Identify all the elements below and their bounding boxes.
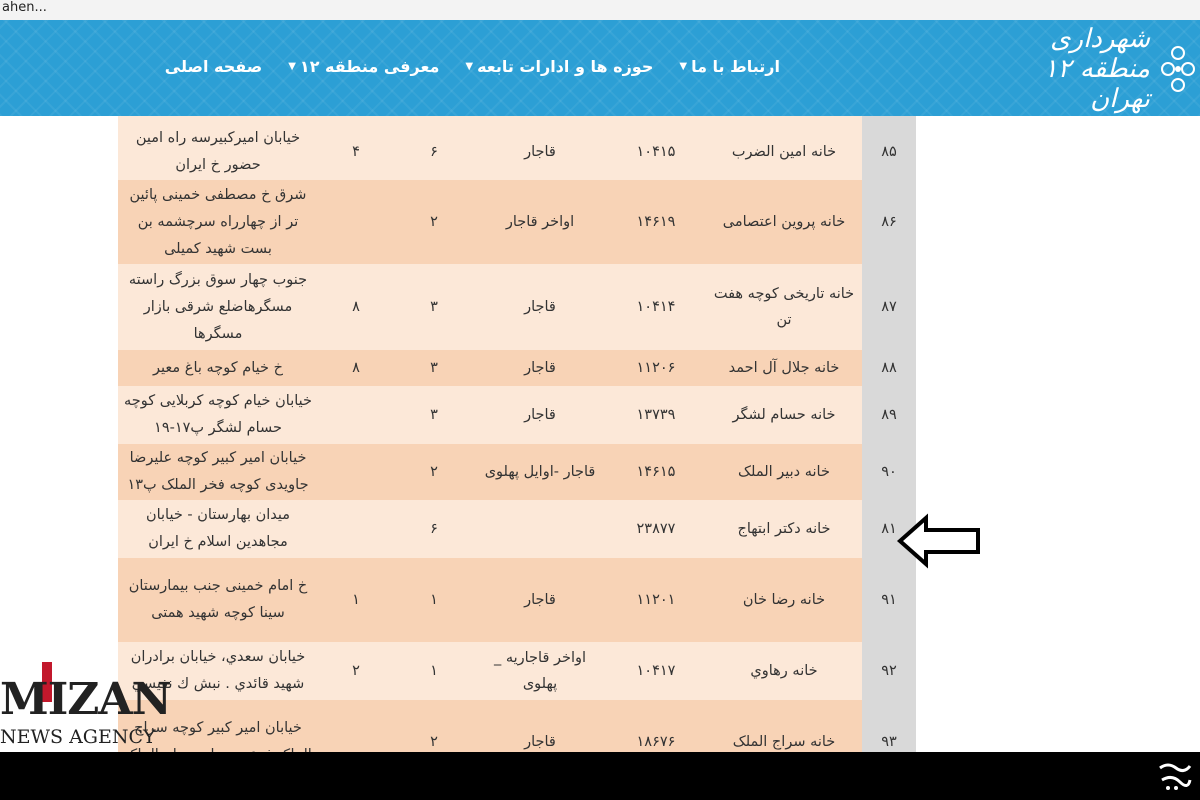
district: ۲ <box>394 444 474 500</box>
house-name: خانه پروین اعتصامی <box>706 180 862 264</box>
district: ۳ <box>394 386 474 444</box>
era: قاجار <box>474 558 606 642</box>
browser-tab-title[interactable]: ahen... <box>2 0 47 15</box>
house-name: خانه تاریخی کوچه هفت تن <box>706 264 862 350</box>
era: اواخر قاجار <box>474 180 606 264</box>
era: قاجار <box>474 124 606 180</box>
registration-number: ۱۱۲۰۱ <box>606 558 706 642</box>
registration-number: ۱۳۷۳۹ <box>606 386 706 444</box>
row-number: ۸۱ <box>862 500 916 558</box>
browser-tab-strip <box>0 0 1200 21</box>
table-row <box>118 444 916 500</box>
address: میدان بهارستان - خیابان مجاهدین اسلام خ ایران <box>118 500 318 558</box>
table-row <box>118 264 916 350</box>
watermark-title: MIZAN <box>0 674 171 725</box>
municipality-emblem-icon <box>1156 39 1200 99</box>
row-number: ۹۱ <box>862 558 916 642</box>
zone <box>318 444 394 500</box>
district: ۳ <box>394 264 474 350</box>
district: ۶ <box>394 124 474 180</box>
heritage-houses-table <box>118 116 916 784</box>
row-number: ۸۵ <box>862 124 916 180</box>
agency-logo-icon <box>1154 758 1194 794</box>
district: ۳ <box>394 350 474 386</box>
menu-home[interactable] <box>165 54 262 80</box>
menu-departments[interactable] <box>465 54 653 80</box>
era: قاجار <box>474 264 606 350</box>
address: خ امام خمینی جنب بیمارستان سینا کوچه شهید همتی <box>118 558 318 642</box>
era: قاجار -اوایل پهلوی <box>474 444 606 500</box>
zone <box>318 180 394 264</box>
district: ۱ <box>394 642 474 700</box>
site-logo[interactable] <box>985 26 1200 112</box>
registration-number: ۱۸۶۷۶ <box>606 700 706 784</box>
zone <box>318 500 394 558</box>
address: خ خیام کوچه باغ معیر <box>118 350 318 386</box>
house-name: خانه سراج الملک <box>706 700 862 784</box>
menu-departments-label: حوزه ها و ادارات تابعه <box>477 57 654 76</box>
logo-text: شهرداری منطقه ۱۲ تهران <box>1043 24 1150 114</box>
table-row-cut-off <box>118 116 916 124</box>
menu-about-district[interactable] <box>288 54 439 80</box>
address: شرق خ مصطفی خمینی پائین تر از چهارراه سرچشمه بن بست شهید کمیلی <box>118 180 318 264</box>
heritage-table-container <box>118 116 916 752</box>
row-number: ۹۳ <box>862 700 916 784</box>
table-row <box>118 350 916 386</box>
address: جنوب چهار سوق بزرگ راسته مسگرهاضلع شرقی بازار مسگرها <box>118 264 318 350</box>
row-number: ۹۲ <box>862 642 916 700</box>
table-row <box>118 558 916 642</box>
chevron-down-icon: ▼ <box>465 61 474 72</box>
site-header <box>0 20 1200 116</box>
registration-number: ۱۰۴۱۴ <box>606 264 706 350</box>
address: خیابان امیر کبیر کوچه سراج <box>118 700 318 784</box>
era: اواخر قاجاریه _ پهلوی <box>474 642 606 700</box>
house-name: خانه امین الضرب <box>706 124 862 180</box>
watermark-subtitle: NEWS AGENCY <box>0 726 156 748</box>
house-name: خانه رضا خان <box>706 558 862 642</box>
district: ۶ <box>394 500 474 558</box>
main-menu <box>165 54 780 80</box>
registration-number: ۱۴۶۱۹ <box>606 180 706 264</box>
registration-number: ۲۳۸۷۷ <box>606 500 706 558</box>
chevron-down-icon: ▼ <box>288 61 296 72</box>
era: قاجار <box>474 700 606 784</box>
zone: ۸ <box>318 264 394 350</box>
row-number: ۸۶ <box>862 180 916 264</box>
chevron-down-icon: ▼ <box>679 61 688 72</box>
table-row <box>118 642 916 700</box>
zone: ۱ <box>318 558 394 642</box>
zone: ۸ <box>318 350 394 386</box>
district: ۲ <box>394 180 474 264</box>
mizan-watermark <box>0 656 171 756</box>
era <box>474 500 606 558</box>
table-row <box>118 386 916 444</box>
address: خیابان خیام کوچه کربلایی کوچه حسام لشگر پ۱۷-۱۹ <box>118 386 318 444</box>
house-name: خانه دبیر الملک <box>706 444 862 500</box>
row-number: ۸۹ <box>862 386 916 444</box>
registration-number: ۱۱۲۰۶ <box>606 350 706 386</box>
house-name: خانه رهاوي <box>706 642 862 700</box>
bottom-black-bar <box>0 752 1200 800</box>
address: خیابان امیر کبیر کوچه علیرضا جاویدی کوچه فخر الملک پ۱۳ <box>118 444 318 500</box>
registration-number: ۱۰۴۱۷ <box>606 642 706 700</box>
house-name: خانه دکتر ابتهاج <box>706 500 862 558</box>
zone: ۴ <box>318 124 394 180</box>
house-name: خانه حسام لشگر <box>706 386 862 444</box>
registration-number: ۱۰۴۱۵ <box>606 124 706 180</box>
table-row-highlighted <box>118 500 916 558</box>
row-number: ۸۸ <box>862 350 916 386</box>
table-row <box>118 180 916 264</box>
era: قاجار <box>474 350 606 386</box>
era: قاجار <box>474 386 606 444</box>
menu-contact-label: ارتباط با ما <box>691 57 780 76</box>
house-name: خانه جلال آل احمد <box>706 350 862 386</box>
page-content <box>0 116 1200 752</box>
district: ۱ <box>394 558 474 642</box>
table-row <box>118 124 916 180</box>
district: ۲ <box>394 700 474 784</box>
left-arrow-outline-icon <box>896 512 984 570</box>
row-number: ۹۰ <box>862 444 916 500</box>
zone <box>318 386 394 444</box>
menu-about-district-label: معرفی منطقه ۱۲ <box>299 57 440 76</box>
address: خيابان سعدي، خيابان برادران شهيد قائدي . نبش ك نفيسي <box>118 642 318 700</box>
menu-home-label: صفحه اصلی <box>164 57 263 76</box>
registration-number: ۱۴۶۱۵ <box>606 444 706 500</box>
zone: ۲ <box>318 642 394 700</box>
address: خیابان امیرکبیرسه راه امین حضور خ ایران <box>118 124 318 180</box>
row-number: ۸۷ <box>862 264 916 350</box>
menu-contact[interactable] <box>679 54 780 80</box>
